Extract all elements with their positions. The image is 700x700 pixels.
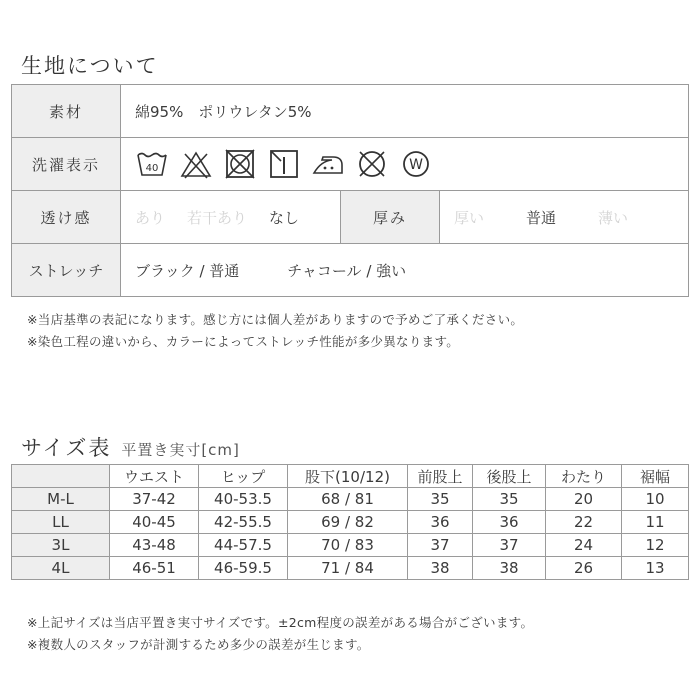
stretch-label: ストレッチ xyxy=(12,244,121,297)
row-header-size: LL xyxy=(12,511,110,534)
col-header-hip: ヒップ xyxy=(199,465,288,488)
cell-thigh: 26 xyxy=(546,557,622,580)
cell-inseam: 69 / 82 xyxy=(288,511,408,534)
cell-thigh: 24 xyxy=(546,534,622,557)
cell-hip: 42-55.5 xyxy=(199,511,288,534)
cell-front-rise: 37 xyxy=(408,534,473,557)
sheer-option-ari: あり xyxy=(135,208,166,227)
cell-waist: 46-51 xyxy=(110,557,199,580)
material-value: 綿95% ポリウレタン5% xyxy=(121,85,689,138)
fabric-table xyxy=(11,84,689,297)
col-header-front-rise: 前股上 xyxy=(408,465,473,488)
table-row xyxy=(12,534,689,557)
no-tumble-dry-icon xyxy=(223,147,257,181)
table-row xyxy=(12,488,689,511)
material-label: 素材 xyxy=(12,85,121,138)
stretch-row xyxy=(12,244,689,297)
stretch-value-charcoal: チャコール / 強い xyxy=(287,261,407,280)
cell-waist: 37-42 xyxy=(110,488,199,511)
thickness-label: 厚み xyxy=(341,191,440,244)
cell-front-rise: 38 xyxy=(408,557,473,580)
material-row xyxy=(12,85,689,138)
col-header-waist: ウエスト xyxy=(110,465,199,488)
cell-hip: 40-53.5 xyxy=(199,488,288,511)
size-section-title xyxy=(21,432,240,462)
cell-waist: 43-48 xyxy=(110,534,199,557)
table-row xyxy=(12,557,689,580)
cell-back-rise: 38 xyxy=(473,557,546,580)
size-header-corner xyxy=(12,465,110,488)
cell-hem: 11 xyxy=(622,511,689,534)
row-header-size: M-L xyxy=(12,488,110,511)
cell-back-rise: 35 xyxy=(473,488,546,511)
row-header-size: 4L xyxy=(12,557,110,580)
cell-waist: 40-45 xyxy=(110,511,199,534)
cell-thigh: 22 xyxy=(546,511,622,534)
table-row xyxy=(12,511,689,534)
wash-temp-label: 40 xyxy=(145,163,159,174)
care-icons xyxy=(135,147,688,181)
size-note-2: ※複数人のスタッフが計測するため多少の誤差が生じます。 xyxy=(27,637,370,652)
stretch-values-cell xyxy=(121,244,689,297)
size-subtitle: 平置き実寸[cm] xyxy=(121,441,240,459)
thickness-option-thick: 厚い xyxy=(454,208,485,227)
fabric-note-2: ※染色工程の違いから、カラーによってストレッチ性能が多少異なります。 xyxy=(27,334,460,349)
col-header-inseam: 股下(10/12) xyxy=(288,465,408,488)
sheer-options-cell xyxy=(121,191,341,244)
fabric-section-title: 生地について xyxy=(21,54,159,78)
no-bleach-icon xyxy=(179,147,213,181)
size-header-row xyxy=(12,465,689,488)
wet-clean-letter: W xyxy=(409,157,423,173)
cell-thigh: 20 xyxy=(546,488,622,511)
cell-front-rise: 35 xyxy=(408,488,473,511)
col-header-thigh: わたり xyxy=(546,465,622,488)
sheer-option-slight: 若干あり xyxy=(187,208,248,227)
col-header-hem: 裾幅 xyxy=(622,465,689,488)
cell-inseam: 71 / 84 xyxy=(288,557,408,580)
line-dry-shade-icon xyxy=(267,147,301,181)
no-dry-clean-icon xyxy=(355,147,389,181)
iron-medium-icon xyxy=(311,147,345,181)
sheer-label: 透け感 xyxy=(12,191,121,244)
cell-hip: 44-57.5 xyxy=(199,534,288,557)
wet-clean-icon xyxy=(399,147,433,181)
wash-40-icon xyxy=(135,147,169,181)
cell-hem: 12 xyxy=(622,534,689,557)
size-note-1: ※上記サイズは当店平置き実寸サイズです。±2cm程度の誤差がある場合がございます。 xyxy=(27,615,534,630)
cell-hem: 10 xyxy=(622,488,689,511)
care-row xyxy=(12,138,689,191)
cell-inseam: 70 / 83 xyxy=(288,534,408,557)
cell-back-rise: 36 xyxy=(473,511,546,534)
cell-hem: 13 xyxy=(622,557,689,580)
sheer-option-none: なし xyxy=(269,208,300,227)
care-label: 洗濯表示 xyxy=(12,138,121,191)
care-icons-cell xyxy=(121,138,689,191)
stretch-value-black: ブラック / 普通 xyxy=(135,261,240,280)
sheer-thickness-row xyxy=(12,191,689,244)
fabric-note-1: ※当店基準の表記になります。感じ方には個人差がありますので予めご了承ください。 xyxy=(27,312,524,327)
row-header-size: 3L xyxy=(12,534,110,557)
cell-inseam: 68 / 81 xyxy=(288,488,408,511)
cell-back-rise: 37 xyxy=(473,534,546,557)
cell-hip: 46-59.5 xyxy=(199,557,288,580)
cell-front-rise: 36 xyxy=(408,511,473,534)
thickness-option-thin: 薄い xyxy=(598,208,629,227)
col-header-back-rise: 後股上 xyxy=(473,465,546,488)
thickness-options-cell xyxy=(440,191,689,244)
size-title-text: サイズ表 xyxy=(21,436,112,460)
thickness-option-normal: 普通 xyxy=(526,208,557,227)
size-table xyxy=(11,464,689,580)
